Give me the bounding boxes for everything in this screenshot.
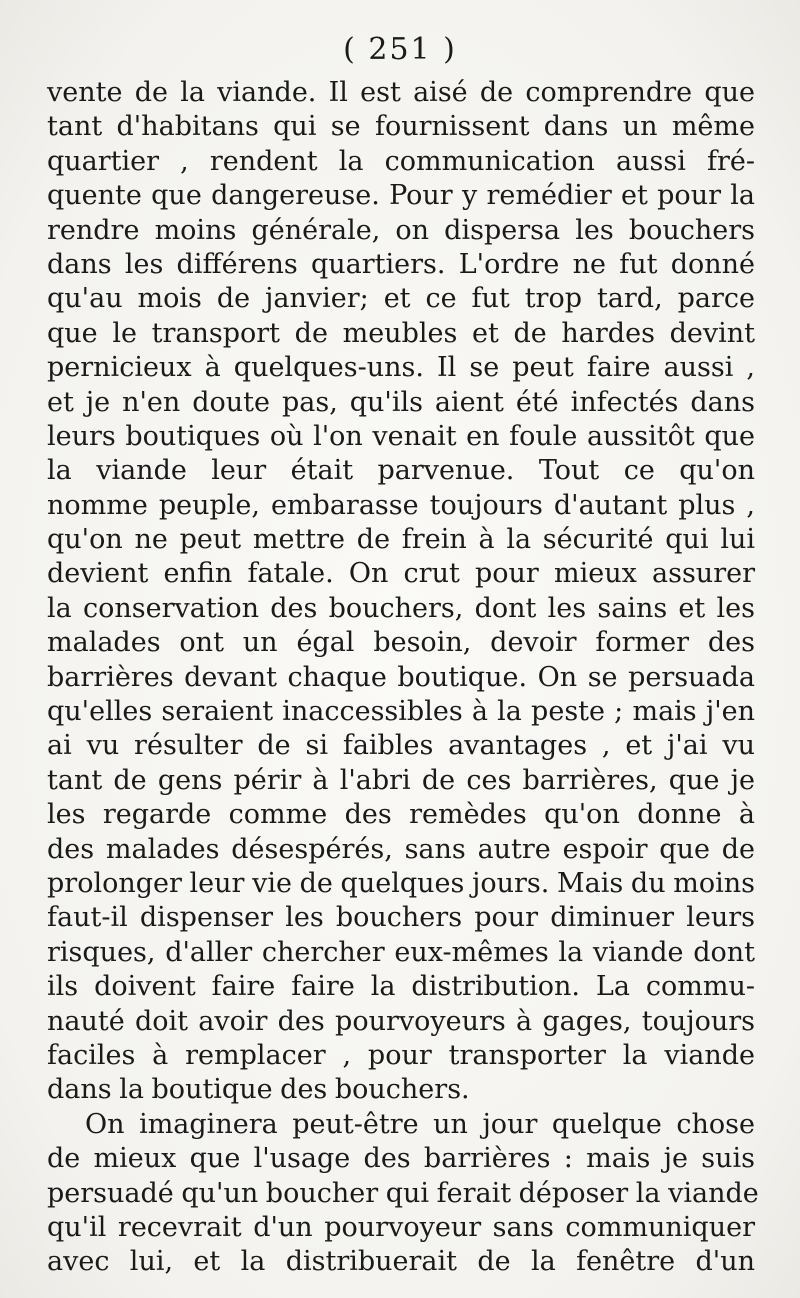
- text-line: dans les différens quartiers. L'ordre ne fut donné: [47, 248, 755, 280]
- text-line: faciles à remplacer , pour transporter la viande: [47, 1039, 755, 1071]
- text-line: rendre moins générale, on dispersa les bouchers: [47, 214, 755, 246]
- text-line: prolonger leur vie de quelques jours. Mais du moins: [47, 867, 755, 899]
- text-line: avec lui, et la distribuerait de la fenêtre d'un: [47, 1246, 755, 1278]
- text-line: des malades désespérés, sans autre espoir que de: [47, 833, 755, 865]
- text-line: qu'on ne peut mettre de frein à la sécurité qui lui: [47, 524, 755, 556]
- text-line: devient enfin fatale. On crut pour mieux assurer: [47, 558, 755, 590]
- text-line: pernicieux à quelques-uns. Il se peut faire aussi ,: [47, 352, 755, 384]
- text-line: leurs boutiques où l'on venait en foule aussitôt que: [47, 420, 755, 452]
- text-line: nomme peuple, embarasse toujours d'autant plus ,: [47, 489, 755, 521]
- text-line: ai vu résulter de si faibles avantages , et j'ai vu: [47, 730, 755, 762]
- text-line: persuadé qu'un boucher qui ferait déposer la viande: [47, 1177, 759, 1209]
- text-line: les regarde comme des remèdes qu'on donne à: [47, 799, 755, 831]
- page-number: ( 251 ): [343, 32, 457, 67]
- text-line: la conservation des bouchers, dont les sains et les: [47, 592, 755, 624]
- text-line: barrières devant chaque boutique. On se persuada: [47, 661, 755, 693]
- text-line: quartier , rendent la communication aussi fré-: [47, 145, 755, 177]
- text-line: qu'elles seraient inaccessibles à la peste ; mais j'en: [47, 696, 755, 728]
- body-text: [47, 76, 759, 1280]
- text-line: qu'au mois de janvier; et ce fut trop tard, parce: [47, 283, 755, 315]
- text-line: qu'il recevrait d'un pourvoyeur sans communiquer: [47, 1211, 755, 1243]
- text-line: malades ont un égal besoin, devoir former des: [47, 627, 755, 659]
- text-line: tant de gens périr à l'abri de ces barrières, que je: [47, 764, 755, 796]
- text-line: et je n'en doute pas, qu'ils aient été infectés dans: [47, 386, 755, 418]
- text-line: quente que dangereuse. Pour y remédier et pour la: [47, 180, 755, 212]
- text-line: que le transport de meubles et de hardes devint: [47, 317, 755, 349]
- text-line: dans la boutique des bouchers.: [47, 1074, 470, 1106]
- text-line: On imaginera peut-être un jour quelque chose: [85, 1108, 755, 1140]
- text-line: nauté doit avoir des pourvoyeurs à gages, toujours: [47, 1005, 755, 1037]
- text-line: faut-il dispenser les bouchers pour diminuer leurs: [47, 902, 755, 934]
- text-line: de mieux que l'usage des barrières : mais je suis: [47, 1143, 755, 1175]
- text-line: ils doivent faire faire la distribution. La commu-: [47, 971, 755, 1003]
- text-line: risques, d'aller chercher eux-mêmes la viande dont: [47, 936, 755, 968]
- text-line: vente de la viande. Il est aisé de comprendre que: [47, 77, 755, 108]
- text-line: la viande leur était parvenue. Tout ce qu'on: [47, 455, 755, 487]
- text-line: tant d'habitans qui se fournissent dans un même: [47, 111, 755, 143]
